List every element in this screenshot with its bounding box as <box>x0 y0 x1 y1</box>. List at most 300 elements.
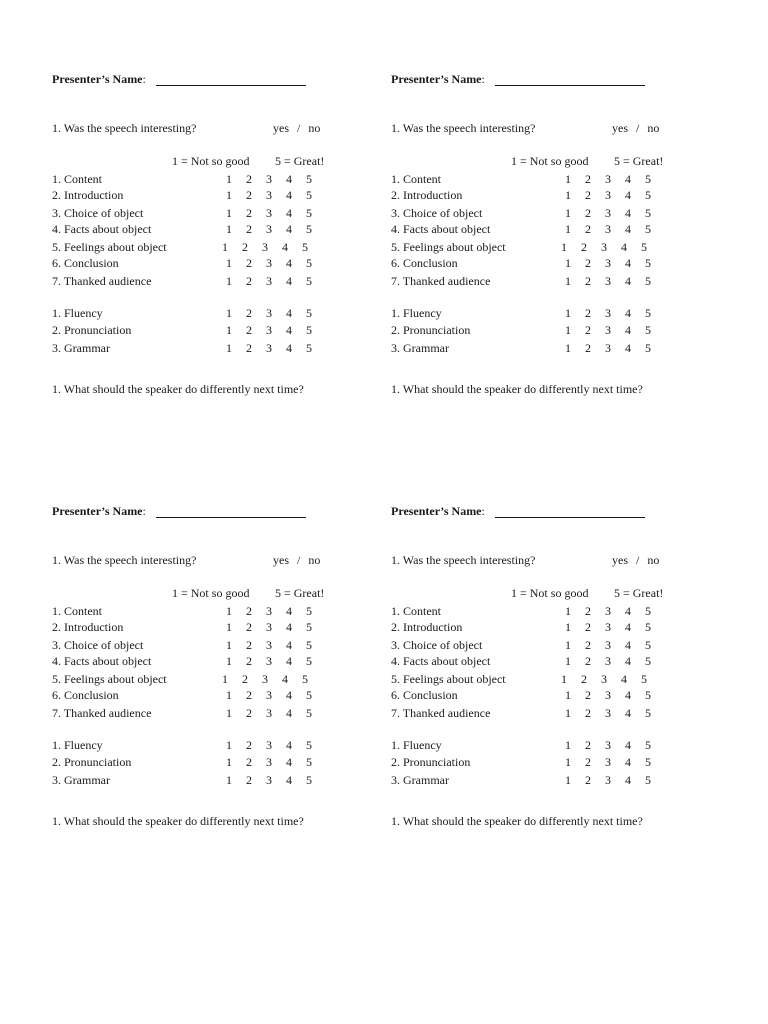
rating-option[interactable]: 5 <box>641 240 647 254</box>
rating-option[interactable]: 2 <box>581 672 587 686</box>
presenter-name-label: Presenter’s Name <box>391 504 482 518</box>
rating-option[interactable]: 1 <box>226 620 232 634</box>
rating-option[interactable]: 4 <box>286 274 292 288</box>
language-item-label: 1. Fluency <box>52 738 103 752</box>
rating-option[interactable]: 5 <box>306 620 312 634</box>
rating-option[interactable]: 5 <box>645 306 651 320</box>
rating-option[interactable]: 4 <box>625 206 631 220</box>
evaluation-form-top-left <box>52 70 342 430</box>
rating-option[interactable]: 4 <box>282 672 288 686</box>
rating-option[interactable]: 2 <box>246 688 252 702</box>
rating-option[interactable]: 4 <box>286 172 292 186</box>
rating-option[interactable]: 5 <box>645 222 651 236</box>
yes-no-separator: / <box>297 121 301 135</box>
rating-option[interactable]: 2 <box>246 274 252 288</box>
presenter-name-label: Presenter’s Name <box>52 72 143 86</box>
criteria-item-label: 3. Choice of object <box>52 206 144 220</box>
rating-option[interactable]: 3 <box>605 706 611 720</box>
rating-scale <box>565 755 665 770</box>
presenter-name-colon: : <box>142 72 146 86</box>
rating-option[interactable]: 1 <box>226 323 232 337</box>
rating-option[interactable]: 3 <box>266 206 272 220</box>
question-interesting: 1. Was the speech interesting? <box>391 121 536 135</box>
rating-option[interactable]: 5 <box>641 672 647 686</box>
language-item-label: 2. Pronunciation <box>52 323 132 337</box>
rating-option[interactable]: 3 <box>605 638 611 652</box>
rating-option[interactable]: 5 <box>306 222 312 236</box>
rating-option[interactable]: 3 <box>605 274 611 288</box>
rating-option[interactable]: 3 <box>605 773 611 787</box>
criteria-item-label: 4. Facts about object <box>391 222 491 236</box>
rating-option[interactable]: 1 <box>565 206 571 220</box>
rating-option[interactable]: 4 <box>625 738 631 752</box>
presenter-name-field[interactable] <box>156 517 306 518</box>
rating-option[interactable]: 3 <box>605 738 611 752</box>
rating-option[interactable]: 2 <box>246 638 252 652</box>
rating-option[interactable]: 1 <box>226 222 232 236</box>
rating-option[interactable]: 5 <box>645 688 651 702</box>
presenter-name-row <box>391 504 485 518</box>
rating-option[interactable]: 2 <box>585 206 591 220</box>
rating-option[interactable]: 3 <box>605 323 611 337</box>
rating-option[interactable]: 2 <box>246 341 252 355</box>
rating-option[interactable]: 4 <box>625 688 631 702</box>
yes-option[interactable]: yes <box>273 553 289 567</box>
rating-option[interactable]: 3 <box>262 672 268 686</box>
rating-option[interactable]: 1 <box>565 620 571 634</box>
rating-option[interactable]: 3 <box>601 240 607 254</box>
rating-option[interactable]: 3 <box>266 773 272 787</box>
rating-scale <box>226 755 326 770</box>
rating-option[interactable]: 5 <box>306 654 312 668</box>
rating-option[interactable]: 1 <box>565 654 571 668</box>
language-item-label: 2. Pronunciation <box>52 755 132 769</box>
rating-scale <box>565 706 665 721</box>
rating-scale <box>565 638 665 653</box>
rating-option[interactable]: 1 <box>565 773 571 787</box>
presenter-name-label: Presenter’s Name <box>52 504 143 518</box>
no-option[interactable]: no <box>647 121 660 135</box>
rating-option[interactable]: 4 <box>286 773 292 787</box>
rating-option[interactable]: 2 <box>585 306 591 320</box>
rating-scale <box>565 206 665 221</box>
language-item-label: 1. Fluency <box>391 306 442 320</box>
rating-option[interactable]: 5 <box>645 755 651 769</box>
rating-option[interactable]: 3 <box>266 654 272 668</box>
rating-option[interactable]: 4 <box>625 638 631 652</box>
presenter-name-colon: : <box>481 504 485 518</box>
rating-option[interactable]: 5 <box>645 706 651 720</box>
rating-option[interactable]: 4 <box>286 323 292 337</box>
evaluation-form-bottom-right <box>391 502 681 862</box>
no-option[interactable]: no <box>647 553 660 567</box>
question-interesting: 1. Was the speech interesting? <box>391 553 536 567</box>
rating-option[interactable]: 1 <box>226 706 232 720</box>
rating-option[interactable]: 2 <box>585 773 591 787</box>
rating-option[interactable]: 5 <box>645 738 651 752</box>
question-differently: 1. What should the speaker do differently next time? <box>52 382 304 396</box>
rating-option[interactable]: 4 <box>625 755 631 769</box>
rating-option[interactable]: 5 <box>645 654 651 668</box>
rating-option[interactable]: 1 <box>226 755 232 769</box>
rating-option[interactable]: 3 <box>605 256 611 270</box>
rating-option[interactable]: 2 <box>246 738 252 752</box>
question-differently: 1. What should the speaker do differently next time? <box>52 814 304 828</box>
rating-option[interactable]: 2 <box>585 256 591 270</box>
rating-option[interactable]: 2 <box>242 240 248 254</box>
rating-option[interactable]: 5 <box>306 773 312 787</box>
rating-option[interactable]: 2 <box>246 654 252 668</box>
rating-option[interactable]: 5 <box>306 604 312 618</box>
rating-option[interactable]: 5 <box>306 256 312 270</box>
question-differently: 1. What should the speaker do differently next time? <box>391 814 643 828</box>
rating-option[interactable]: 4 <box>286 688 292 702</box>
criteria-item-label: 2. Introduction <box>52 620 124 634</box>
rating-option[interactable]: 2 <box>585 274 591 288</box>
rating-option[interactable]: 3 <box>266 738 272 752</box>
rating-option[interactable]: 3 <box>266 222 272 236</box>
rating-option[interactable]: 1 <box>222 672 228 686</box>
rating-option[interactable]: 5 <box>306 306 312 320</box>
rating-option[interactable]: 2 <box>585 172 591 186</box>
language-item-label: 1. Fluency <box>391 738 442 752</box>
question-interesting: 1. Was the speech interesting? <box>52 553 197 567</box>
rating-option[interactable]: 1 <box>565 738 571 752</box>
rating-option[interactable]: 1 <box>565 755 571 769</box>
rating-option[interactable]: 2 <box>246 306 252 320</box>
rating-option[interactable]: 1 <box>561 240 567 254</box>
rating-option[interactable]: 1 <box>226 738 232 752</box>
rating-option[interactable]: 3 <box>266 604 272 618</box>
criteria-item-label: 7. Thanked audience <box>391 706 491 720</box>
rating-scale <box>565 306 665 321</box>
rating-option[interactable]: 4 <box>286 604 292 618</box>
rating-option[interactable]: 2 <box>585 706 591 720</box>
rating-option[interactable]: 5 <box>645 341 651 355</box>
criteria-item-label: 6. Conclusion <box>391 256 458 270</box>
rating-option[interactable]: 1 <box>226 688 232 702</box>
rating-option[interactable]: 3 <box>266 188 272 202</box>
rating-option[interactable]: 5 <box>306 274 312 288</box>
rating-option[interactable]: 2 <box>581 240 587 254</box>
criteria-item-label: 5. Feelings about object <box>52 240 167 254</box>
rating-option[interactable]: 2 <box>246 188 252 202</box>
presenter-name-row <box>52 504 146 518</box>
rating-option[interactable]: 5 <box>306 738 312 752</box>
rating-option[interactable]: 2 <box>585 222 591 236</box>
rating-option[interactable]: 4 <box>625 172 631 186</box>
criteria-item-label: 3. Choice of object <box>52 638 144 652</box>
rating-scale <box>226 620 326 635</box>
rating-scale <box>565 256 665 271</box>
criteria-item-label: 1. Content <box>52 172 102 186</box>
language-item-label: 3. Grammar <box>52 773 110 787</box>
rating-option[interactable]: 2 <box>585 688 591 702</box>
yes-no-separator: / <box>297 553 301 567</box>
scale-legend-high: 5 = Great! <box>275 154 325 168</box>
rating-option[interactable]: 1 <box>561 672 567 686</box>
rating-scale <box>226 222 326 237</box>
rating-option[interactable]: 1 <box>226 773 232 787</box>
rating-option[interactable]: 2 <box>585 638 591 652</box>
rating-option[interactable]: 1 <box>226 274 232 288</box>
yes-option[interactable]: yes <box>612 121 628 135</box>
rating-option[interactable]: 1 <box>222 240 228 254</box>
rating-option[interactable]: 4 <box>282 240 288 254</box>
rating-option[interactable]: 3 <box>266 172 272 186</box>
criteria-item-label: 4. Facts about object <box>391 654 491 668</box>
criteria-item-label: 1. Content <box>391 604 441 618</box>
rating-option[interactable]: 3 <box>266 323 272 337</box>
rating-option[interactable]: 4 <box>286 188 292 202</box>
rating-option[interactable]: 2 <box>246 706 252 720</box>
rating-option[interactable]: 4 <box>286 738 292 752</box>
rating-scale <box>226 638 326 653</box>
presenter-name-colon: : <box>142 504 146 518</box>
rating-option[interactable]: 3 <box>605 306 611 320</box>
rating-option[interactable]: 3 <box>266 706 272 720</box>
rating-option[interactable]: 1 <box>226 654 232 668</box>
rating-option[interactable]: 4 <box>286 620 292 634</box>
rating-scale <box>565 738 665 753</box>
rating-option[interactable]: 5 <box>306 755 312 769</box>
scale-legend-high: 5 = Great! <box>614 586 664 600</box>
presenter-name-colon: : <box>481 72 485 86</box>
criteria-item-label: 1. Content <box>52 604 102 618</box>
no-option[interactable]: no <box>308 553 321 567</box>
question-differently: 1. What should the speaker do differently next time? <box>391 382 643 396</box>
no-option[interactable]: no <box>308 121 321 135</box>
rating-option[interactable]: 1 <box>565 274 571 288</box>
rating-option[interactable]: 3 <box>605 620 611 634</box>
rating-option[interactable]: 4 <box>286 222 292 236</box>
rating-option[interactable]: 3 <box>605 206 611 220</box>
rating-option[interactable]: 5 <box>645 604 651 618</box>
rating-scale <box>565 604 665 619</box>
rating-option[interactable]: 4 <box>625 256 631 270</box>
rating-option[interactable]: 5 <box>645 256 651 270</box>
language-item-label: 2. Pronunciation <box>391 323 471 337</box>
rating-option[interactable]: 3 <box>266 688 272 702</box>
rating-option[interactable]: 1 <box>226 306 232 320</box>
rating-option[interactable]: 5 <box>306 206 312 220</box>
rating-option[interactable]: 2 <box>246 773 252 787</box>
rating-option[interactable]: 2 <box>246 206 252 220</box>
rating-option[interactable]: 3 <box>266 256 272 270</box>
rating-option[interactable]: 2 <box>246 755 252 769</box>
rating-option[interactable]: 2 <box>246 256 252 270</box>
criteria-item-label: 6. Conclusion <box>391 688 458 702</box>
rating-option[interactable]: 2 <box>585 323 591 337</box>
rating-option[interactable]: 3 <box>262 240 268 254</box>
rating-option[interactable]: 1 <box>565 172 571 186</box>
rating-option[interactable]: 4 <box>625 620 631 634</box>
rating-option[interactable]: 2 <box>242 672 248 686</box>
rating-option[interactable]: 5 <box>302 672 308 686</box>
criteria-item-label: 6. Conclusion <box>52 256 119 270</box>
presenter-name-field[interactable] <box>495 517 645 518</box>
rating-option[interactable]: 1 <box>565 323 571 337</box>
scale-legend-high: 5 = Great! <box>614 154 664 168</box>
rating-scale <box>561 240 661 255</box>
rating-scale <box>565 688 665 703</box>
rating-scale <box>226 274 326 289</box>
rating-scale <box>226 341 326 356</box>
rating-option[interactable]: 3 <box>605 688 611 702</box>
scale-legend-low: 1 = Not so good <box>172 586 250 600</box>
rating-option[interactable]: 1 <box>565 341 571 355</box>
rating-option[interactable]: 5 <box>645 323 651 337</box>
language-item-label: 3. Grammar <box>52 341 110 355</box>
yes-no-separator: / <box>636 553 640 567</box>
rating-option[interactable]: 5 <box>645 274 651 288</box>
rating-option[interactable]: 1 <box>565 256 571 270</box>
rating-scale <box>565 341 665 356</box>
rating-option[interactable]: 1 <box>226 172 232 186</box>
rating-scale <box>565 188 665 203</box>
rating-option[interactable]: 5 <box>306 188 312 202</box>
rating-option[interactable]: 5 <box>645 206 651 220</box>
rating-scale <box>565 773 665 788</box>
rating-option[interactable]: 2 <box>585 755 591 769</box>
rating-option[interactable]: 5 <box>306 341 312 355</box>
rating-option[interactable]: 2 <box>246 604 252 618</box>
language-item-label: 2. Pronunciation <box>391 755 471 769</box>
rating-option[interactable]: 2 <box>585 341 591 355</box>
evaluation-form-top-right <box>391 70 681 430</box>
rating-option[interactable]: 3 <box>605 188 611 202</box>
rating-option[interactable]: 2 <box>585 620 591 634</box>
rating-option[interactable]: 4 <box>286 706 292 720</box>
rating-option[interactable]: 2 <box>246 172 252 186</box>
rating-option[interactable]: 3 <box>605 654 611 668</box>
yes-option[interactable]: yes <box>273 121 289 135</box>
rating-option[interactable]: 5 <box>645 638 651 652</box>
rating-option[interactable]: 5 <box>645 188 651 202</box>
rating-option[interactable]: 1 <box>226 604 232 618</box>
rating-option[interactable]: 1 <box>226 206 232 220</box>
yes-no-choice <box>273 121 320 136</box>
rating-option[interactable]: 2 <box>585 738 591 752</box>
rating-option[interactable]: 1 <box>226 341 232 355</box>
rating-scale <box>226 604 326 619</box>
rating-option[interactable]: 4 <box>286 638 292 652</box>
rating-option[interactable]: 5 <box>306 323 312 337</box>
criteria-item-label: 1. Content <box>391 172 441 186</box>
presenter-name-label: Presenter’s Name <box>391 72 482 86</box>
rating-option[interactable]: 2 <box>585 604 591 618</box>
rating-option[interactable]: 5 <box>645 620 651 634</box>
rating-option[interactable]: 4 <box>621 672 627 686</box>
rating-option[interactable]: 1 <box>565 222 571 236</box>
rating-option[interactable]: 4 <box>625 274 631 288</box>
rating-option[interactable]: 4 <box>286 306 292 320</box>
rating-scale <box>226 688 326 703</box>
rating-option[interactable]: 3 <box>605 604 611 618</box>
rating-option[interactable]: 4 <box>625 222 631 236</box>
rating-option[interactable]: 4 <box>625 306 631 320</box>
rating-scale <box>226 738 326 753</box>
rating-option[interactable]: 1 <box>565 188 571 202</box>
rating-option[interactable]: 4 <box>625 341 631 355</box>
rating-option[interactable]: 5 <box>645 773 651 787</box>
yes-no-choice <box>273 553 320 568</box>
rating-option[interactable]: 3 <box>266 620 272 634</box>
rating-option[interactable]: 1 <box>226 256 232 270</box>
rating-option[interactable]: 5 <box>645 172 651 186</box>
rating-option[interactable]: 1 <box>565 688 571 702</box>
rating-option[interactable]: 3 <box>266 274 272 288</box>
criteria-item-label: 7. Thanked audience <box>52 706 152 720</box>
rating-option[interactable]: 5 <box>306 706 312 720</box>
rating-option[interactable]: 3 <box>605 172 611 186</box>
rating-option[interactable]: 3 <box>605 341 611 355</box>
rating-option[interactable]: 3 <box>601 672 607 686</box>
rating-option[interactable]: 2 <box>585 188 591 202</box>
rating-option[interactable]: 3 <box>266 341 272 355</box>
rating-option[interactable]: 3 <box>266 755 272 769</box>
rating-option[interactable]: 4 <box>286 654 292 668</box>
presenter-name-field[interactable] <box>495 85 645 86</box>
rating-scale <box>565 654 665 669</box>
rating-option[interactable]: 5 <box>306 172 312 186</box>
rating-scale <box>226 172 326 187</box>
rating-scale <box>222 672 322 687</box>
rating-option[interactable]: 1 <box>565 706 571 720</box>
rating-option[interactable]: 5 <box>306 638 312 652</box>
rating-option[interactable]: 3 <box>605 222 611 236</box>
criteria-item-label: 3. Choice of object <box>391 206 483 220</box>
rating-option[interactable]: 5 <box>306 688 312 702</box>
rating-option[interactable]: 2 <box>246 222 252 236</box>
rating-option[interactable]: 4 <box>286 206 292 220</box>
rating-option[interactable]: 3 <box>266 306 272 320</box>
scale-legend-low: 1 = Not so good <box>172 154 250 168</box>
rating-option[interactable]: 4 <box>286 341 292 355</box>
rating-option[interactable]: 1 <box>565 306 571 320</box>
rating-option[interactable]: 4 <box>625 323 631 337</box>
rating-scale <box>565 323 665 338</box>
rating-option[interactable]: 4 <box>286 256 292 270</box>
scale-legend-low: 1 = Not so good <box>511 586 589 600</box>
rating-option[interactable]: 4 <box>625 773 631 787</box>
rating-option[interactable]: 4 <box>625 654 631 668</box>
rating-scale <box>226 323 326 338</box>
rating-option[interactable]: 4 <box>621 240 627 254</box>
rating-scale <box>226 654 326 669</box>
rating-option[interactable]: 3 <box>605 755 611 769</box>
rating-option[interactable]: 2 <box>246 620 252 634</box>
rating-option[interactable]: 1 <box>565 604 571 618</box>
rating-option[interactable]: 4 <box>286 755 292 769</box>
rating-scale <box>226 206 326 221</box>
scale-legend-high: 5 = Great! <box>275 586 325 600</box>
rating-option[interactable]: 4 <box>625 188 631 202</box>
rating-option[interactable]: 3 <box>266 638 272 652</box>
rating-option[interactable]: 2 <box>585 654 591 668</box>
rating-option[interactable]: 1 <box>226 638 232 652</box>
rating-option[interactable]: 1 <box>226 188 232 202</box>
rating-option[interactable]: 4 <box>625 706 631 720</box>
yes-option[interactable]: yes <box>612 553 628 567</box>
rating-option[interactable]: 4 <box>625 604 631 618</box>
criteria-item-label: 4. Facts about object <box>52 222 152 236</box>
rating-option[interactable]: 2 <box>246 323 252 337</box>
presenter-name-field[interactable] <box>156 85 306 86</box>
rating-option[interactable]: 1 <box>565 638 571 652</box>
criteria-item-label: 2. Introduction <box>391 620 463 634</box>
rating-option[interactable]: 5 <box>302 240 308 254</box>
